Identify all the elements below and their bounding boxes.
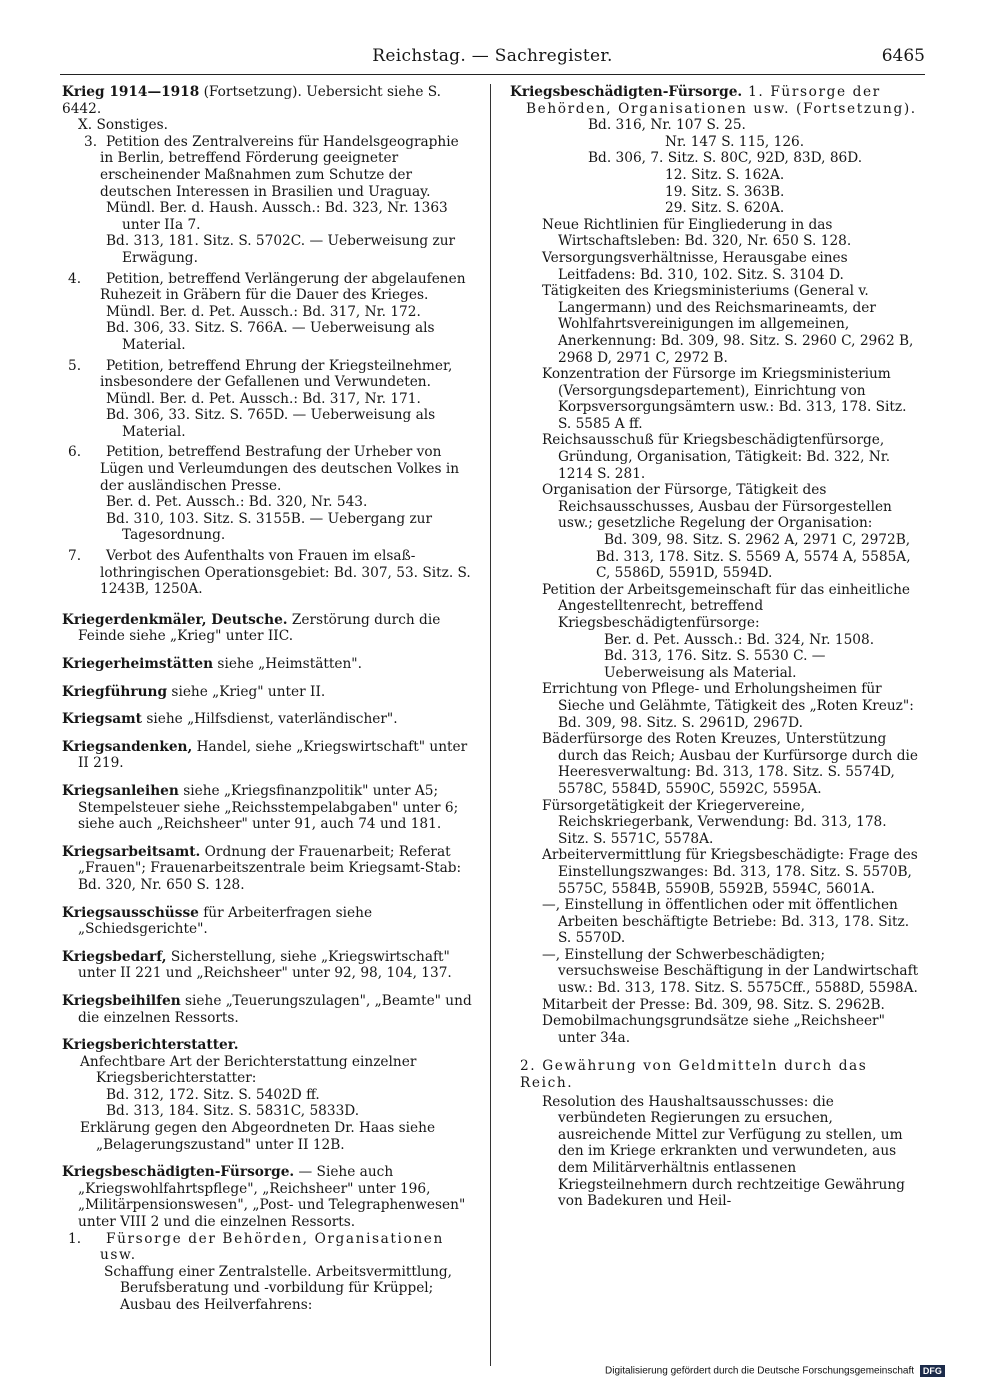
ref-line: 12. Sitz. S. 162A. [665,166,785,183]
entry-text: für Arbeiterfragen siehe „Schiedsgerichte". [78,904,373,938]
ref-line: Bd. 309, 98. Sitz. S. 2962 A, 2971 C, 2972B, [604,532,911,549]
entry-text: siehe „Hilfsdienst, vaterländischer". [141,711,398,728]
petition-ref: Bd. 313, 181. Sitz. S. 5702C. — Ueberweisung zur Erwägung. [106,233,456,266]
header-rule [60,74,925,75]
petition-4 [62,271,474,354]
entry-text: siehe „Krieg" unter II. [167,683,326,700]
digitization-footer [605,1365,945,1377]
entry-kriegerdenkmaeler [62,612,474,645]
entry-text: siehe „Heimstätten". [213,656,362,672]
entry-keyword: Kriegsbeschädigten-Fürsorge. [510,84,743,100]
ref-line: Bd. 306, 7. Sitz. S. 80C, 92D, 83D, 86D. [588,150,863,167]
petition-number: 4. [68,270,82,287]
entry-kriegsausschuesse [62,905,474,938]
entry-keyword: Kriegsbeschädigten-Fürsorge. [62,1164,295,1181]
petition-ref: Bd. 310, 103. Sitz. S. 3155B. — Uebergang zur Tagesordnung. [106,510,433,544]
petition-3 [62,134,474,267]
ref-line: Bd. 313, 176. Sitz. S. 5530 C. — Ueberweisung als Material. [604,648,826,681]
entry-keyword: Kriegsbeihilfen [62,992,181,1009]
petition-text [62,548,474,598]
entry-keyword: Kriegführung [62,683,168,700]
petition-7 [62,548,474,598]
ref-line: Bd. 316, Nr. 107 S. 25. [588,117,746,134]
entry-text: Ordnung der Frauenarbeit; Referat „Frauen"; Frauenarbeitszentrale beim Kriegsamt-Stab: Bd. 320, Nr. 650 S. 128. [78,843,462,893]
petition-ref: Bd. 306, 33. Sitz. S. 766A. — Ueberweisung als Material. [106,320,435,353]
petition-ref: Mündl. Ber. d. Pet. Aussch.: Bd. 317, Nr. 172. [106,303,421,320]
entry-krieg-heading [62,84,474,117]
entry-kriegsanleihen [62,783,474,833]
entry-krieg-subsection: X. Sonstiges. [78,117,169,134]
dfg-logo: DFG [920,1365,945,1377]
subsection-text: Schaffung einer Zentralstelle. Arbeitsvermittlung, Berufsberatung und -vorbildung für Krüppel; Ausbau des Heilverfahrens: [104,1263,453,1313]
entry-keyword: Kriegsausschüsse [62,904,199,921]
section-heading: 2. Gewährung von Geldmitteln durch das Reich. [520,1058,868,1092]
entry-keyword: Kriegsberichterstatter. [62,1037,239,1054]
ref-line: Nr. 147 S. 115, 126. [665,133,805,150]
ref-line: Ber. d. Pet. Aussch.: Bd. 324, Nr. 1508. [604,631,875,648]
entry-kriegfuehrung [62,684,474,701]
footer-text: Digitalisierung gefördert durch die Deutsche Forschungsgemeinschaft [605,1365,915,1377]
subentry: Reichsausschuß für Kriegsbeschädigtenfürsorge, Gründung, Organisation, Tätigkeit: Bd. 322, Nr. 1214 S. 281. [542,432,891,482]
right-column [510,84,920,1210]
ref-line: 29. Sitz. S. 620A. [665,200,785,217]
subentry: Mitarbeit der Presse: Bd. 309, 98. Sitz. S. 2962B. [542,996,885,1013]
petition-body: Petition, betreffend Bestrafung der Urheber von Lügen und Verleumdungen des deutschen Volkes in der ausländischen Presse. [100,444,460,494]
entry-keyword: Kriegerdenkmäler, Deutsche. [62,611,288,628]
petition-5 [62,358,474,441]
ref-block [510,117,920,217]
entry-text: Erklärung gegen den Abgeordneten Dr. Haas siehe „Belagerungszustand" unter II 12B. [80,1120,436,1153]
petition-body: Verbot des Aufenthalts von Frauen im elsaß-lothringischen Operationsgebiet: Bd. 307, 53. Sitz. S. 1243B, 1250A. [100,548,471,598]
entry-keyword: Kriegsandenken, [62,738,193,755]
entry-keyword: Kriegsarbeitsamt. [62,843,201,860]
entry-text: Zerstörung durch die Feinde siehe „Krieg" unter IIC. [78,611,441,645]
entry-kriegsandenken [62,739,474,772]
subentry: Petition der Arbeitsgemeinschaft für das einheitliche Angestelltenrecht, betreffend Kriegsbeschädigtenfürsorge: [542,581,911,631]
ref-line: 19. Sitz. S. 363B. [665,183,785,200]
ref-line: Bd. 313, 178. Sitz. S. 5569 A, 5574 A, 5585A, C, 5586D, 5591D, 5594D. [596,548,911,582]
subentry: —, Einstellung in öffentlichen oder mit öffentlichen Arbeiten beschäftigte Betriebe: Bd. 313, 178. Sitz. S. 5570D. [542,897,910,947]
entry-kriegsamt [62,711,474,728]
petition-number: 3. [84,133,98,150]
running-header [60,46,925,70]
entry-text: Handel, siehe „Kriegswirtschaft" unter II 219. [78,738,468,772]
entry-text: 1. Fürsorge der Behörden, Organisationen usw. (Fortsetzung). [526,84,917,117]
entry-keyword: Kriegerheimstätten [62,656,214,672]
continued-heading [510,84,920,117]
petition-6 [62,444,474,544]
entry-keyword: Kriegsamt [62,711,142,728]
petition-ref: Bd. 306, 33. Sitz. S. 765D. — Ueberweisung als Material. [106,407,436,440]
entry-kriegerheimstaetten [62,656,474,673]
left-column [62,84,474,1314]
subsection-title [62,1231,474,1264]
subentry: Bäderfürsorge des Roten Kreuzes, Unterstützung durch das Reich; Ausbau der Kurfürsorge durch die Heeresverwaltung: Bd. 313, 178. Sitz. S. 5574D, 5578C, 5584D, 5590C, 5592C, 5595A. [542,731,918,797]
subentry: Organisation der Fürsorge, Tätigkeit des Reichsausschusses, Ausbau der Fürsorgestellen usw.; gesetzliche Regelung der Organisation: [542,482,892,532]
entry-kriegsarbeitsamt [62,844,474,894]
subentry: Neue Richtlinien für Eingliederung in das Wirtschaftsleben: Bd. 320, Nr. 650 S. 128. [542,216,852,250]
petition-text [62,271,474,304]
entry-keyword: Kriegsanleihen [62,782,179,799]
petition-number: 7. [68,548,82,565]
entry-kriegsbeihilfen [62,993,474,1026]
column-divider [490,84,491,1366]
subsection-label: Fürsorge der Behörden, Organisationen usw. [100,1230,444,1264]
entry-ref: Bd. 312, 172. Sitz. S. 5402D ff. [106,1086,320,1103]
petition-body: Petition, betreffend Verlängerung der abgelaufenen Ruhezeit in Gräbern für die Dauer des Krieges. [100,270,466,304]
petition-text [62,134,474,200]
subentry: Fürsorgetätigkeit der Kriegervereine, Reichskriegerbank, Verwendung: Bd. 313, 178. Sitz. S. 5571C, 5578A. [542,797,887,847]
petition-ref: Mündl. Ber. d. Pet. Aussch.: Bd. 317, Nr. 171. [106,390,421,407]
entry-heading [62,1164,474,1230]
petition-text [62,358,474,391]
page-number: 6465 [881,46,925,66]
petition-text [62,444,474,494]
petition-body: Petition des Zentralvereins für Handelsgeographie in Berlin, betreffend Förderung geeigneter erscheinender Maßnahmen zum Schutze der deutschen Interessen in Brasilien und Uraguay. [100,133,459,200]
entry-kriegsbeschaedigten-fuersorge [62,1164,474,1313]
subsection-number: 1. [68,1230,82,1247]
entry-text: — Siehe auch „Kriegswohlfahrtspflege", „Reichsheer" unter 196, „Militärpensionswesen", „Post- und Telegraphenwesen" unter VIII 2 und die einzelnen Ressorts. [78,1164,466,1231]
entry-text: (Fortsetzung). Uebersicht siehe S. 6442. [62,84,442,117]
petition-number: 6. [68,444,82,461]
entry-keyword: Kriegsbedarf, [62,948,167,965]
petition-body: Petition, betreffend Ehrung der Kriegsteilnehmer, insbesondere der Gefallenen und Verwundeten. [100,357,453,391]
subentry: Demobilmachungsgrundsätze siehe „Reichsheer" unter 34a. [542,1013,885,1046]
entry-kriegsberichterstatter [62,1037,474,1153]
subentry: —, Einstellung der Schwerbeschädigten; versuchsweise Beschäftigung in der Landwirtschaft usw.: Bd. 313, 178. Sitz. S. 5575Cff., 5588D, 5598A. [542,946,919,997]
petition-ref: Ber. d. Pet. Aussch.: Bd. 320, Nr. 543. [106,494,368,511]
entry-ref: Bd. 313, 184. Sitz. S. 5831C, 5833D. [106,1103,360,1120]
subentry: Arbeitervermittlung für Kriegsbeschädigte: Frage des Einstellungszwanges: Bd. 313, 178. Sitz. S. 5570B, 5575C, 5584B, 5590B, 5592B, 5594C, 5601A. [542,847,918,897]
entry-text: siehe „Teuerungszulagen", „Beamte" und die einzelnen Ressorts. [78,992,472,1026]
petition-ref: Mündl. Ber. d. Haush. Aussch.: Bd. 323, Nr. 1363 unter IIa 7. [106,200,448,233]
entry-kriegsbedarf [62,949,474,982]
entry-text: Anfechtbare Art der Berichterstattung einzelner Kriegsberichterstatter: [80,1053,417,1087]
subentry: Konzentration der Fürsorge im Kriegsministerium (Versorgungsdepartement), Einrichtung von Korpsversorgungsämtern usw.: Bd. 313, 178. Sitz. S. 5585 A ff. [542,366,907,432]
entry-keyword: Krieg 1914—1918 [62,84,200,100]
entry-text: siehe „Kriegsfinanzpolitik" unter A5; Stempelsteuer siehe „Reichsstempelabgaben" unter 6; siehe auch „Reichsheer" unter 91, auch 74 und 181. [78,782,459,833]
subentry: Tätigkeiten des Kriegsministeriums (General v. Langermann) und des Reichsmarineamts, der Wohlfahrtsvereinigungen im allgemeinen, Anerkennung: Bd. 309, 98. Sitz. S. 2960 C, 2962 B, 2968 D, 2971 C, 2972 B. [542,283,914,366]
subentry: Errichtung von Pflege- und Erholungsheimen für Sieche und Gelähmte, Tätigkeit des „Roten Kreuz": Bd. 309, 98. Sitz. S. 2961D, 2967D. [542,681,914,731]
running-title: Reichstag. — Sachregister. [372,46,613,66]
petition-number: 5. [68,357,82,374]
subentry: Versorgungsverhältnisse, Herausgabe eines Leitfadens: Bd. 310, 102. Sitz. S. 3104 D. [542,249,848,283]
subentry: Resolution des Haushaltsausschusses: die verbündeten Regierungen zu ersuchen, ausreichende Mittel zur Verfügung zu stellen, um den im Kriege erkrankten und verwundeten, aus dem Militärverhältnis entlassenen Kriegsteilnehmern durch rechtzeitige Gewährung von Badekuren und Heil- [542,1093,905,1210]
entry-text: Sicherstellung, siehe „Kriegswirtschaft" unter II 221 und „Reichsheer" unter 92, 98, 104, 137. [78,948,452,982]
